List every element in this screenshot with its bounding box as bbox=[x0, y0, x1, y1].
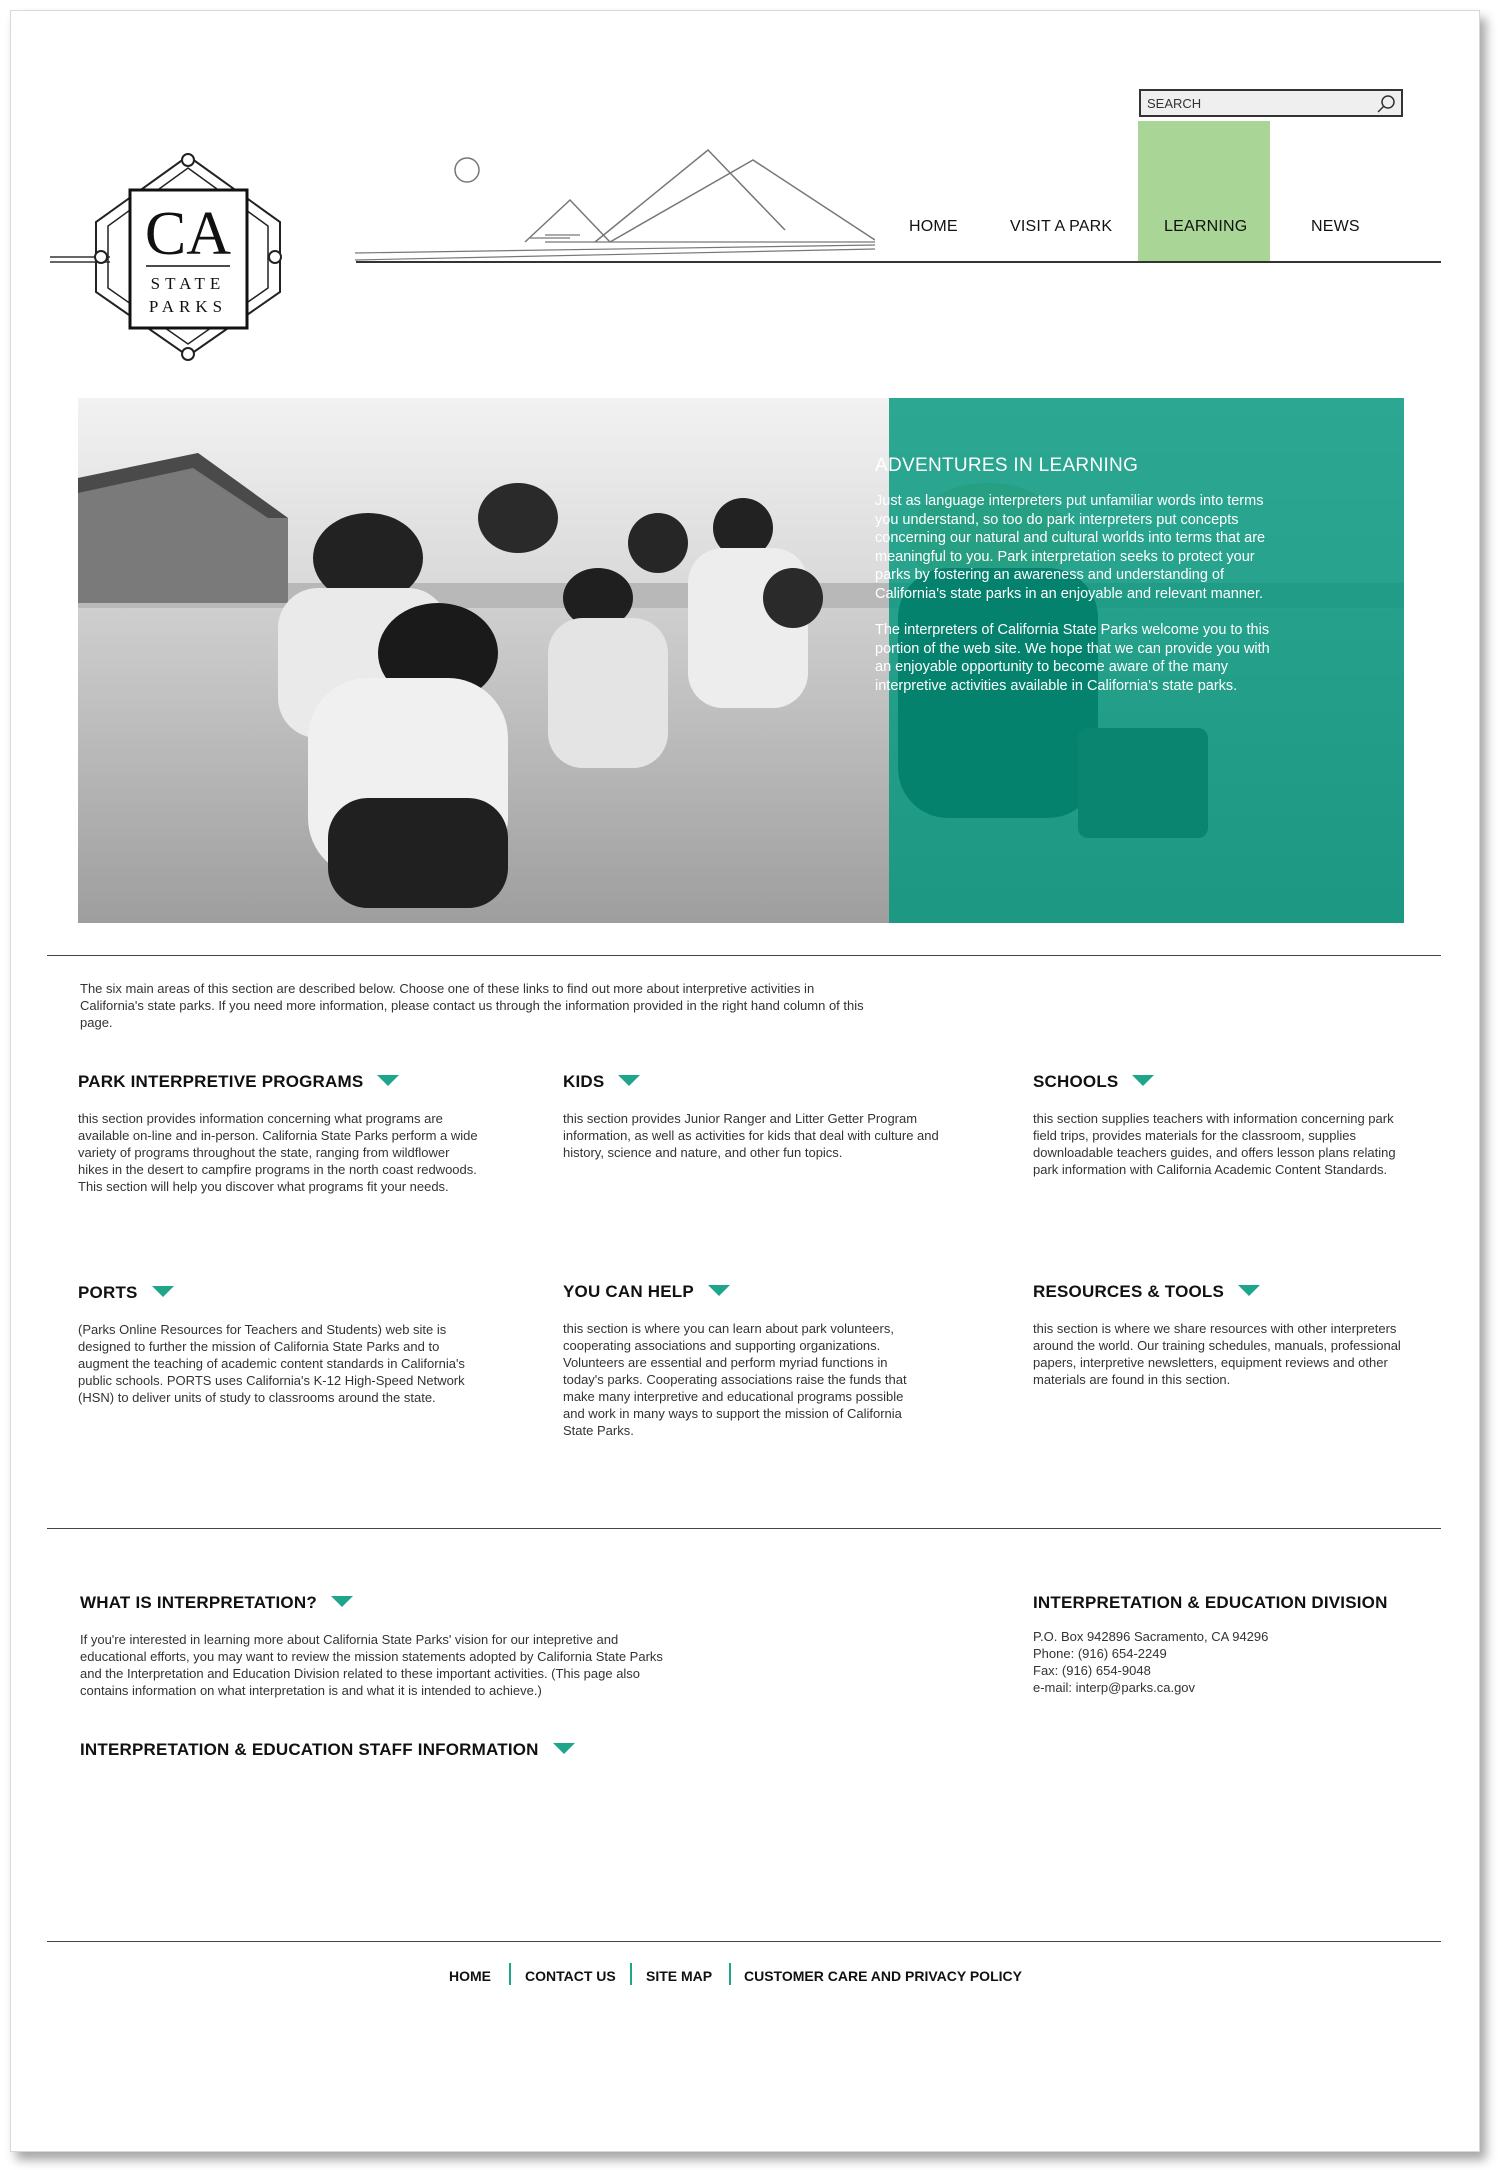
triangle-down-icon[interactable] bbox=[377, 1075, 399, 1086]
footer-separator bbox=[729, 1963, 731, 1985]
footer-separator bbox=[509, 1963, 511, 1985]
section-kids[interactable] bbox=[563, 1072, 640, 1092]
logo-state-text: STATE bbox=[150, 274, 226, 293]
staff-information-heading[interactable] bbox=[80, 1740, 575, 1760]
section-schools[interactable] bbox=[1033, 1072, 1154, 1092]
triangle-down-icon[interactable] bbox=[708, 1285, 730, 1296]
nav-home[interactable]: HOME bbox=[909, 218, 958, 235]
contact-address: P.O. Box 942896 Sacramento, CA 94296 bbox=[1033, 1629, 1269, 1644]
hero-text bbox=[875, 492, 1285, 713]
section-text: this section supplies teachers with information concerning park field trips, provides materials for the classroom, supplies downloadable teachers guides, and offers lesson plans relating park information with California Academic Content Standards. bbox=[1033, 1111, 1396, 1177]
section-title: KIDS bbox=[563, 1072, 605, 1091]
contact-email[interactable]: e-mail: interp@parks.ca.gov bbox=[1033, 1680, 1196, 1695]
nav-learning[interactable]: LEARNING bbox=[1164, 218, 1248, 235]
section-title: PARK INTERPRETIVE PROGRAMS bbox=[78, 1072, 364, 1091]
section-you-can-help[interactable] bbox=[563, 1282, 730, 1302]
hero-paragraph-2: The interpreters of California State Parks welcome you to this portion of the web site. We hope that we can provide you with an enjoyable opportunity to become aware of the many interpretive activities available in California's state parks. bbox=[875, 622, 1270, 694]
contact-heading: INTERPRETATION & EDUCATION DIVISION bbox=[1033, 1593, 1388, 1612]
divider bbox=[47, 1528, 1441, 1529]
section-ports[interactable] bbox=[78, 1283, 174, 1303]
triangle-down-icon[interactable] bbox=[331, 1596, 353, 1607]
nav-visit-a-park[interactable]: VISIT A PARK bbox=[1010, 218, 1113, 235]
footer-separator bbox=[630, 1963, 632, 1985]
triangle-down-icon[interactable] bbox=[553, 1743, 575, 1754]
triangle-down-icon[interactable] bbox=[1132, 1075, 1154, 1086]
divider bbox=[47, 955, 1441, 956]
nav-active-highlight bbox=[1138, 121, 1270, 261]
section-resources-tools[interactable] bbox=[1033, 1282, 1260, 1302]
logo-parks-text: PARKS bbox=[148, 297, 228, 316]
hero-title: ADVENTURES IN LEARNING bbox=[875, 455, 1139, 476]
search-input[interactable] bbox=[1147, 94, 1367, 112]
section-title: WHAT IS INTERPRETATION? bbox=[80, 1593, 317, 1612]
section-text: this section is where we share resources with other interpreters around the world. Our training schedules, manuals, professional papers, interpretive newsletters, equipment reviews and other materials are found in this section. bbox=[1033, 1321, 1401, 1387]
section-title: INTERPRETATION & EDUCATION STAFF INFORMATION bbox=[80, 1740, 539, 1759]
section-title: SCHOOLS bbox=[1033, 1072, 1119, 1091]
ca-state-parks-logo[interactable] bbox=[48, 150, 348, 370]
footer-privacy-policy-link[interactable]: CUSTOMER CARE AND PRIVACY POLICY bbox=[744, 1968, 1022, 1984]
logo-ca-text: CA bbox=[144, 200, 232, 268]
section-text: this section provides Junior Ranger and Litter Getter Program information, as well as activities for kids that deal with culture and history, science and nature, and other fun topics. bbox=[563, 1111, 939, 1160]
section-text: this section provides information concerning what programs are available on-line and in-person. California State Parks perform a wide variety of programs throughout the state, ranging from wildflower hikes in the desert to campfire programs in the north coast redwoods. This section will help you discover what programs fit your needs. bbox=[78, 1111, 478, 1194]
triangle-down-icon[interactable] bbox=[618, 1075, 640, 1086]
intro-text: The six main areas of this section are described below. Choose one of these links to find out more about interpretive activities in California's state parks. If you need more information, please contact us through the information provided in the right hand column of this page. bbox=[80, 981, 864, 1030]
section-text: this section is where you can learn about park volunteers, cooperating associations and supporting organizations. Volunteers are essential and perform myriad functions in today's parks. Cooperating associations raise the funds that make many interpretive and educational programs possible and work in many ways to support the mission of California State Parks. bbox=[563, 1321, 907, 1438]
triangle-down-icon[interactable] bbox=[152, 1286, 174, 1297]
section-title: PORTS bbox=[78, 1283, 138, 1302]
section-park-interpretive-programs[interactable] bbox=[78, 1072, 399, 1092]
divider bbox=[47, 1941, 1441, 1942]
hero-paragraph-1: Just as language interpreters put unfamiliar words into terms you understand, so too do park interpreters put concepts concerning our natural and cultural worlds into terms that are meaningful to you. Park interpretation seeks to protect your parks by fostering an awareness and understanding of California's state parks in an enjoyable and relevant manner. bbox=[875, 493, 1266, 602]
footer-home-link[interactable]: HOME bbox=[449, 1968, 491, 1984]
search-box[interactable] bbox=[1139, 89, 1403, 117]
triangle-down-icon[interactable] bbox=[1238, 1285, 1260, 1296]
contact-phone: Phone: (916) 654-2249 bbox=[1033, 1646, 1167, 1661]
section-text: (Parks Online Resources for Teachers and Students) web site is designed to further the mission of California State Parks and to augment the teaching of academic content standards in California's public schools. PORTS uses California's K-12 High-Speed Network (HSN) to deliver units of study to classrooms around the state. bbox=[78, 1322, 465, 1405]
contact-info bbox=[1033, 1628, 1268, 1696]
nav-news[interactable]: NEWS bbox=[1311, 218, 1360, 235]
mountain-line-art bbox=[355, 145, 875, 270]
nav-underline bbox=[356, 261, 1441, 263]
search-icon[interactable] bbox=[1375, 93, 1397, 115]
footer-contact-us-link[interactable]: CONTACT US bbox=[525, 1968, 616, 1984]
section-title: YOU CAN HELP bbox=[563, 1282, 694, 1301]
interpretation-text: If you're interested in learning more about California State Parks' vision for our intepretive and educational efforts, you may want to review the mission statements adopted by California State Parks and the Interpretation and Education Division related to these important activities. (This page also contains information on what interpretation is and what it is intended to achieve.) bbox=[80, 1632, 663, 1698]
section-title: RESOURCES & TOOLS bbox=[1033, 1282, 1225, 1301]
contact-fax: Fax: (916) 654-9048 bbox=[1033, 1663, 1151, 1678]
what-is-interpretation-heading[interactable] bbox=[80, 1593, 353, 1613]
footer-site-map-link[interactable]: SITE MAP bbox=[646, 1968, 713, 1984]
